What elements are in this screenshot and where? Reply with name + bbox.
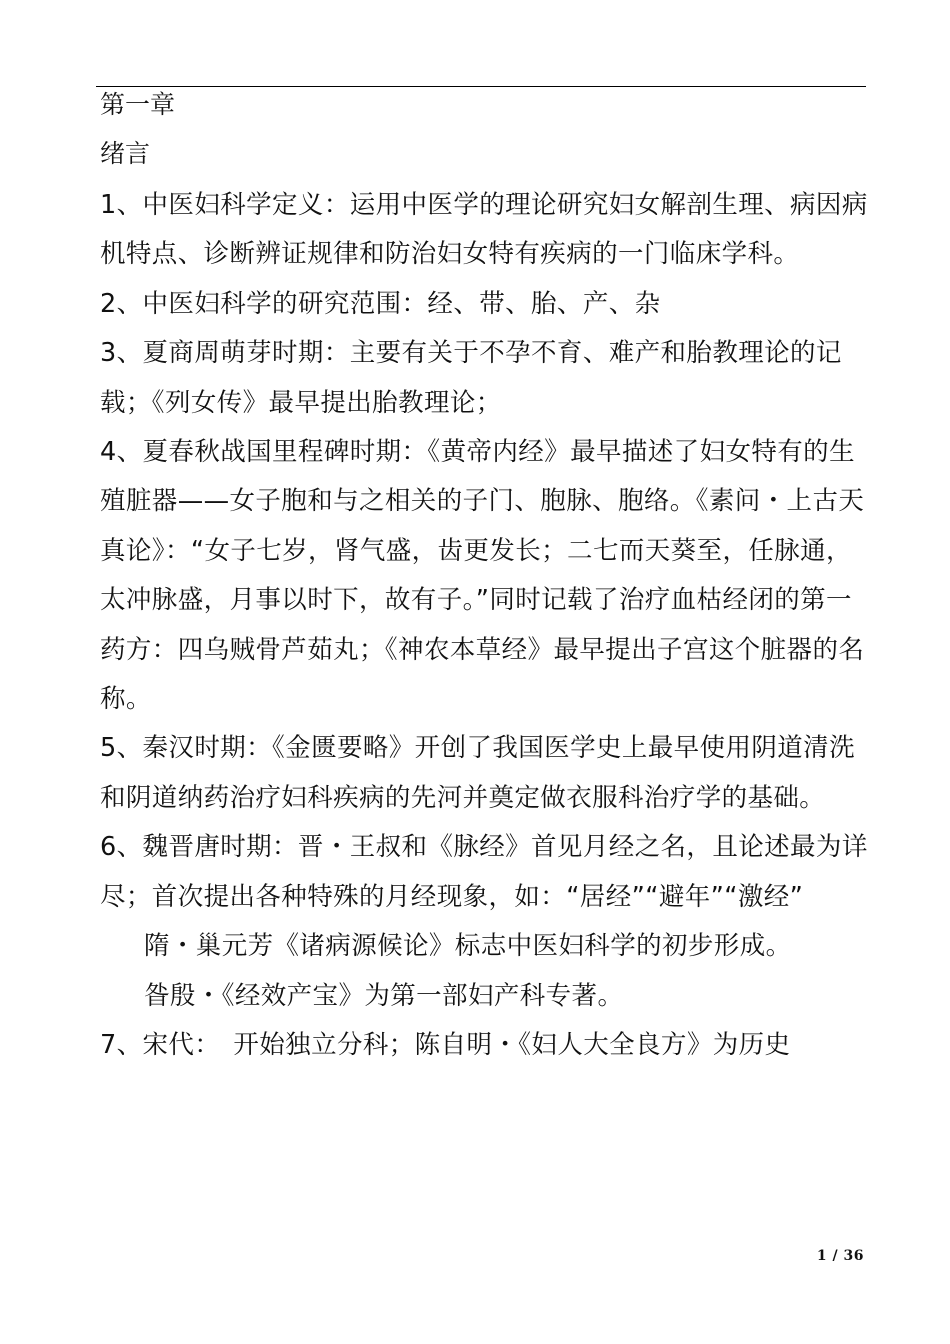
paragraph-zan-yin: 昝殷・《经效产宝》为第一部妇产科专著。 [144,980,624,1011]
paragraph-xia-shang-zhou: 3、夏商周萌芽时期：主要有关于不孕不育、难产和胎教理论的记载；《列女传》最早提出胎教理论； [100,338,842,418]
header-rule [96,86,866,87]
paragraph-scope: 2、中医妇科学的研究范围：经、带、胎、产、杂 [100,288,661,319]
paragraph-song: 7、宋代： 开始独立分科；陈自明・《妇人大全良方》为历史 [100,1029,791,1060]
paragraph-wei-jin-tang: 6、魏晋唐时期：晋・王叔和《脉经》首见月经之名，且论述最为详尽；首次提出各种特殊的月经现象，如：“居经”“避年”“激经” [100,832,868,912]
document-body [100,181,870,1070]
paragraph-spring-autumn: 4、夏春秋战国里程碑时期：《黄帝内经》最早描述了妇女特有的生殖脏器——女子胞和与之相关的子门、胞脉、胞络。《素问・上古天真论》：“女子七岁，肾气盛，齿更发长；二七而天葵至，任脉通，太冲脉盛，月事以时下，故有子。”同时记载了治疗血枯经闭的第一药方：四乌贼骨芦茹丸；《神农本草经》最早提出子宫这个脏器的名称。 [100,437,865,715]
paragraph-sui-chao: 隋・巢元芳《诸病源候论》标志中医妇科学的初步形成。 [144,931,792,962]
page-number: 1 / 36 [816,1248,864,1264]
chapter-heading: 第一章 [100,90,176,119]
paragraph-qin-han: 5、秦汉时期：《金匮要略》开创了我国医学史上最早使用阴道清洗和阴道纳药治疗妇科疾病的先河并奠定做衣服科治疗学的基础。 [100,733,855,813]
paragraph-definition: 1、中医妇科学定义：运用中医学的理论研究妇女解剖生理、病因病机特点、诊断辨证规律和防治妇女特有疾病的一门临床学科。 [100,190,868,270]
section-title: 绪言 [100,139,151,168]
